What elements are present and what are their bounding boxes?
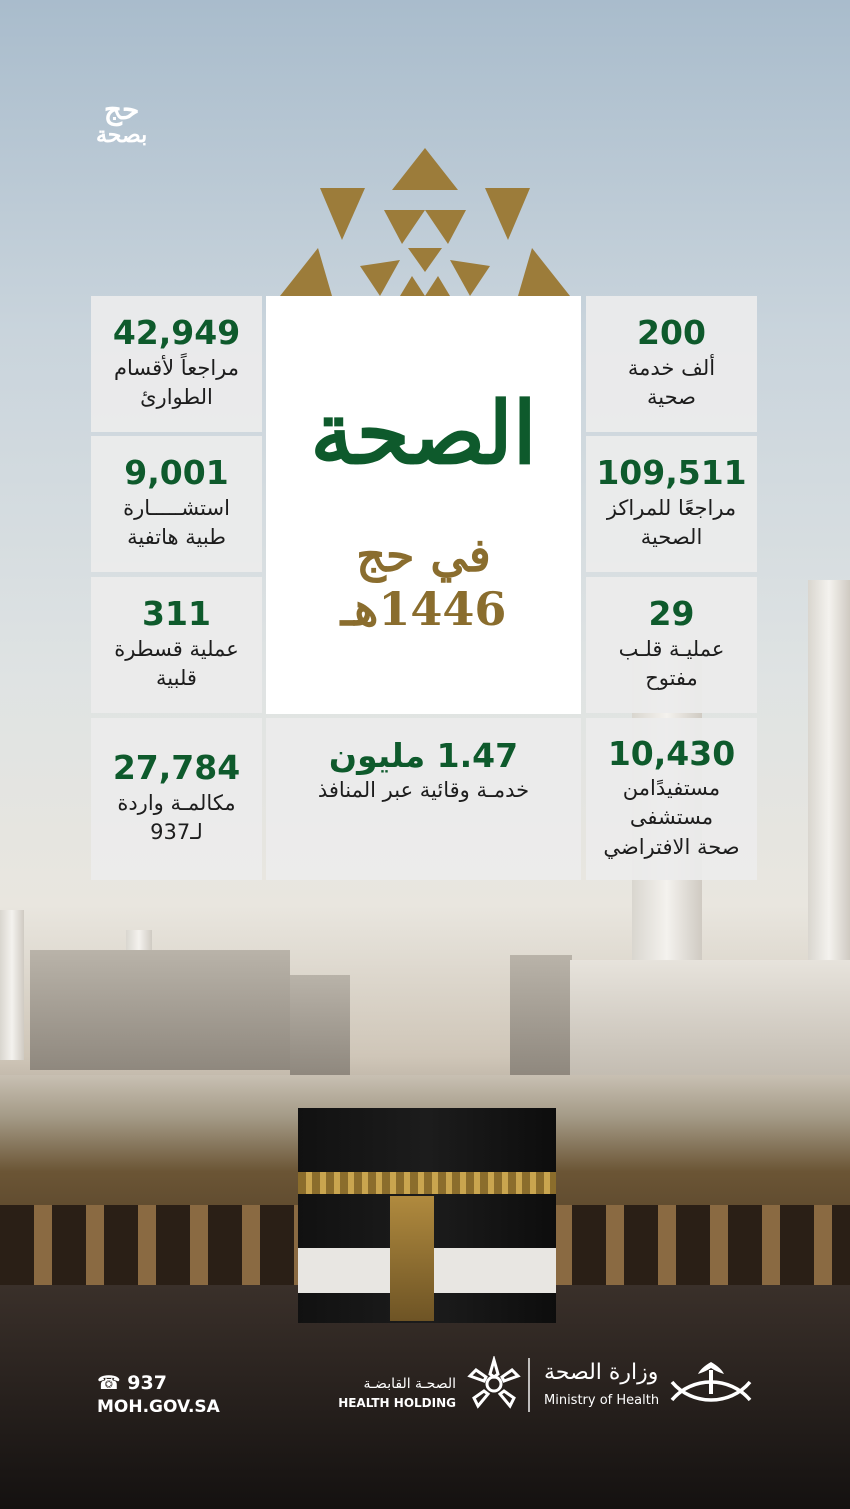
health-holding-english: HEALTH HOLDING [338, 1396, 456, 1410]
moh-english: Ministry of Health [544, 1393, 660, 1408]
kaaba-door [390, 1196, 434, 1321]
stat-label: عمليـة قلـب مفتوح [618, 636, 725, 691]
stat-label: استشـــــارة طبية هاتفية [123, 495, 230, 550]
stat-label: مراجعًا للمراكز الصحية [606, 495, 737, 550]
stat-health-services [586, 296, 757, 432]
stat-value: 42,949 [112, 313, 241, 353]
kaaba-gold-band [298, 1172, 556, 1194]
stat-preventive-services [266, 718, 581, 880]
stat-label: مستفيدًامن مستشفى صحة الافتراضي [603, 776, 740, 859]
hajj-health-logo [96, 93, 148, 148]
minaret-left [0, 910, 24, 1060]
phone-icon: ☎ [97, 1372, 121, 1394]
stat-value: 9,001 [124, 453, 229, 493]
stat-phone-consultations [91, 436, 262, 572]
stat-value: 27,784 [112, 748, 241, 788]
stat-value: 1.47 مليون [328, 736, 519, 775]
stat-label: ألف خدمة صحية [627, 355, 716, 410]
stat-virtual-hospital [586, 718, 757, 880]
stat-label: مكالمـة واردة لـ937 [117, 790, 236, 845]
mosque-wall [570, 960, 850, 1080]
health-holding-logo [338, 1356, 524, 1412]
stat-health-center-visits [586, 436, 757, 572]
palm-swords-icon [668, 1360, 754, 1412]
ministry-of-health-logo [544, 1360, 754, 1412]
moh-arabic: وزارة الصحة [544, 1360, 659, 1385]
city-building [510, 955, 572, 1075]
stat-937-calls [91, 718, 262, 880]
city-building [290, 975, 350, 1075]
phone-number [97, 1372, 220, 1394]
stat-value: 29 [648, 594, 695, 634]
stat-label: مراجعاً لأقسام الطوارئ [113, 355, 239, 410]
footer-contact [97, 1372, 220, 1417]
logo-line1: حج [103, 93, 140, 126]
kaaba [298, 1108, 556, 1323]
page-subtitle: في حج 1446هـ [340, 528, 507, 636]
phone-value: 937 [127, 1372, 167, 1394]
flower-icon [464, 1356, 524, 1412]
stat-value: 311 [142, 594, 211, 634]
stat-value: 109,511 [596, 453, 747, 493]
stat-label: خدمـة وقائية عبر المنافذ [317, 778, 530, 803]
stat-emergency-visits [91, 296, 262, 432]
star-emblem [280, 148, 570, 296]
title-panel [266, 296, 581, 714]
stat-value: 10,430 [607, 733, 736, 773]
stat-cardiac-catheterization [91, 577, 262, 713]
health-holding-arabic: الصحـة القابضـة [363, 1376, 456, 1392]
stat-open-heart [586, 577, 757, 713]
city-building [30, 950, 290, 1070]
page-title: الصحة [310, 383, 537, 484]
stat-value: 200 [637, 313, 706, 353]
logo-line2: بصحة [96, 122, 148, 148]
website-link: MOH.GOV.SA [97, 1397, 220, 1417]
footer-divider [528, 1358, 530, 1412]
stat-label: عملية قسطرة قلبية [114, 636, 239, 691]
